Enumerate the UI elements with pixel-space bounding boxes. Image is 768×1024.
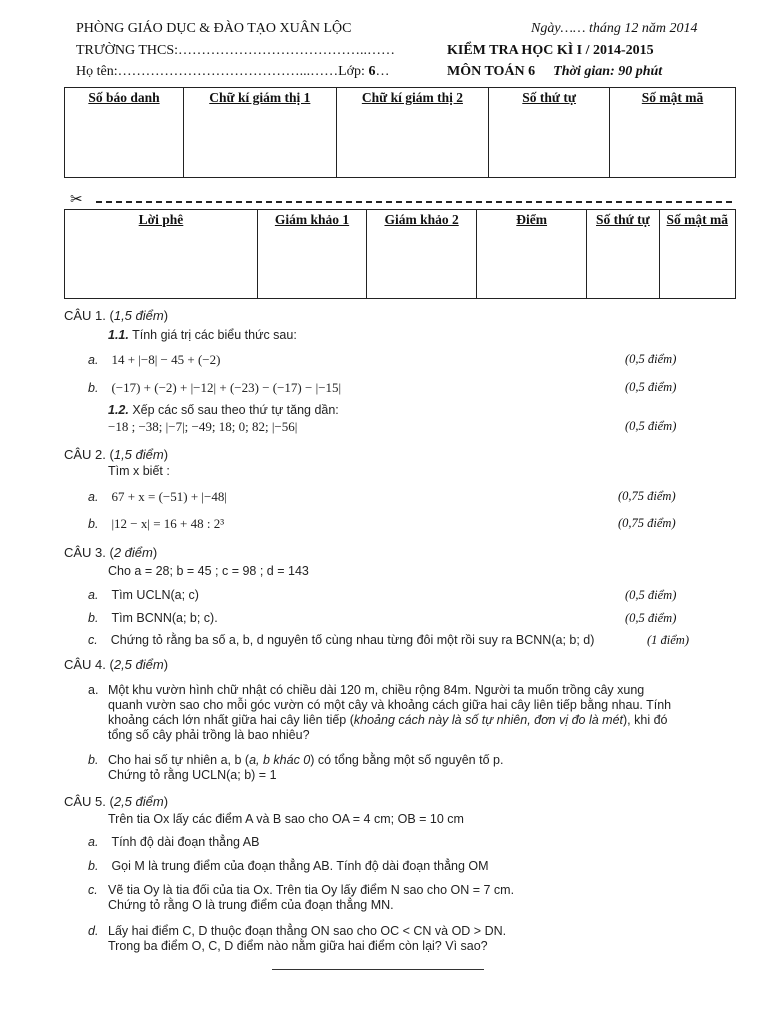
cut-line: [68, 193, 738, 207]
q2-b-points: (0,75 điểm): [618, 516, 676, 530]
header-secret-code-2: Số mật mã: [659, 210, 735, 299]
question-3-title: CÂU 3. (2 điểm): [64, 545, 158, 560]
q1-b-points: (0,5 điểm): [625, 380, 677, 394]
q3-c: c. Chứng tỏ rằng ba số a, b, d nguyên tố cùng nhau từng đôi một rồi suy ra BCNN(a; b; d): [88, 633, 595, 647]
proctor-table: [64, 87, 736, 178]
q3-b: b. Tìm BCNN(a; b; c).: [88, 611, 218, 625]
q2-a: a. 67 + x = (−51) + |−48|: [88, 489, 227, 504]
q2-a-points: (0,75 điểm): [618, 489, 676, 503]
header-comments: Lời phê: [65, 210, 258, 299]
q5-c-text: Vẽ tia Oy là tia đối của tia Ox. Trên tia Oy lấy điểm N sao cho ON = 7 cm. Chứng tỏ rằng O là trung điểm của đoạn thẳng MN.: [108, 883, 515, 912]
department-name: PHÒNG GIÁO DỤC & ĐÀO TẠO XUÂN LỘC: [76, 21, 352, 36]
class-tail: …: [375, 64, 390, 79]
q1-a-points: (0,5 điểm): [625, 352, 677, 366]
q1-b: b. (−17) + (−2) + |−12| + (−23) − (−17) − |−15|: [88, 380, 342, 395]
student-name-field: [76, 64, 389, 80]
exam-subject: MÔN TOÁN 6: [447, 64, 536, 79]
dashed-line: [96, 201, 732, 203]
question-1-title: CÂU 1. (1,5 điểm): [64, 308, 169, 323]
end-rule: [272, 969, 484, 970]
q3-c-points: (1 điểm): [647, 633, 689, 647]
exam-date: Ngày…… tháng 12 năm 2014: [531, 21, 698, 36]
q5-b: b. Gọi M là trung điểm của đoạn thẳng AB. Tính độ dài đoạn thẳng OM: [88, 859, 489, 873]
class-value: 6: [368, 64, 376, 79]
q5-d-label: d.: [88, 924, 99, 938]
q3-a: a. Tìm UCLN(a; c): [88, 588, 199, 602]
grading-table: [64, 209, 736, 299]
header-order-number: Số thứ tự: [489, 88, 610, 178]
q5-intro: Trên tia Ox lấy các điểm A và B sao cho OA = 4 cm; OB = 10 cm: [108, 812, 464, 826]
header-proctor-1-signature: Chữ kí giám thị 1: [184, 88, 337, 178]
q3-b-points: (0,5 điểm): [625, 611, 677, 625]
q4-b-label: b.: [88, 753, 99, 767]
question-4-title: CÂU 4. (2,5 điểm): [64, 657, 169, 672]
scissors-icon: ✂: [70, 193, 83, 207]
q1-part2-list: −18 ; −38; |−7|; −49; 18; 0; 82; |−56|: [108, 419, 298, 434]
header-candidate-number: Số báo danh: [65, 88, 184, 178]
question-5-title: CÂU 5. (2,5 điểm): [64, 794, 169, 809]
q1-part2-heading: 1.2. Xếp các số sau theo thứ tự tăng dần:: [108, 403, 339, 417]
q3-intro: Cho a = 28; b = 45 ; c = 98 ; d = 143: [108, 564, 309, 578]
name-class-label: Họ tên:…………………………………...……Lớp:: [76, 64, 369, 79]
exam-duration: Thời gian: 90 phút: [553, 64, 663, 79]
q5-d-text: Lấy hai điểm C, D thuộc đoạn thẳng ON sao cho OC < CN và OD > DN. Trong ba điểm O, C, D điểm nào nằm giữa hai điểm còn lại? Vì sao?: [108, 924, 507, 953]
q2-intro: Tìm x biết :: [108, 464, 170, 478]
header-examiner-2: Giám khảo 2: [367, 210, 477, 299]
q5-a: a. Tính độ dài đoạn thẳng AB: [88, 835, 260, 849]
q4-a-label: a.: [88, 683, 99, 697]
header-order-number-2: Số thứ tự: [587, 210, 659, 299]
q1-part2-points: (0,5 điểm): [625, 419, 677, 433]
q2-b: b. |12 − x| = 16 + 48 : 2³: [88, 516, 225, 531]
exam-subject-time: [447, 64, 662, 80]
header-score: Điểm: [477, 210, 587, 299]
header-examiner-1: Giám khảo 1: [257, 210, 366, 299]
q4-b-text: Cho hai số tự nhiên a, b (a, b khác 0) có tổng bằng một số nguyên tố p. Chứng tỏ rằng UCLN(a; b) = 1: [108, 753, 504, 782]
q4-a-text: Một khu vườn hình chữ nhật có chiều dài 120 m, chiều rộng 84m. Người ta muốn trồng cây xung quanh vườn sao cho mỗi góc vườn có một cây và khoảng cách giữa hai cây liên tiếp bằng nhau. Tính khoảng cách lớn nhất giữa hai cây liên tiếp (khoảng cách này là số tự nhiên, đơn vị đo là mét), khi đó tổng số cây phải trồng là bao nhiêu?: [108, 683, 672, 742]
q1-part1-heading: 1.1. Tính giá trị các biểu thức sau:: [108, 328, 297, 342]
header-secret-code: Số mật mã: [610, 88, 736, 178]
question-2-title: CÂU 2. (1,5 điểm): [64, 447, 169, 462]
q5-c-label: c.: [88, 883, 98, 897]
q3-a-points: (0,5 điểm): [625, 588, 677, 602]
q1-a: a. 14 + |−8| − 45 + (−2): [88, 352, 221, 367]
school-field: TRƯỜNG THCS:…………………………………..……: [76, 43, 396, 58]
header-proctor-2-signature: Chữ kí giám thị 2: [336, 88, 489, 178]
exam-title: KIỂM TRA HỌC KÌ I / 2014-2015: [447, 43, 654, 58]
